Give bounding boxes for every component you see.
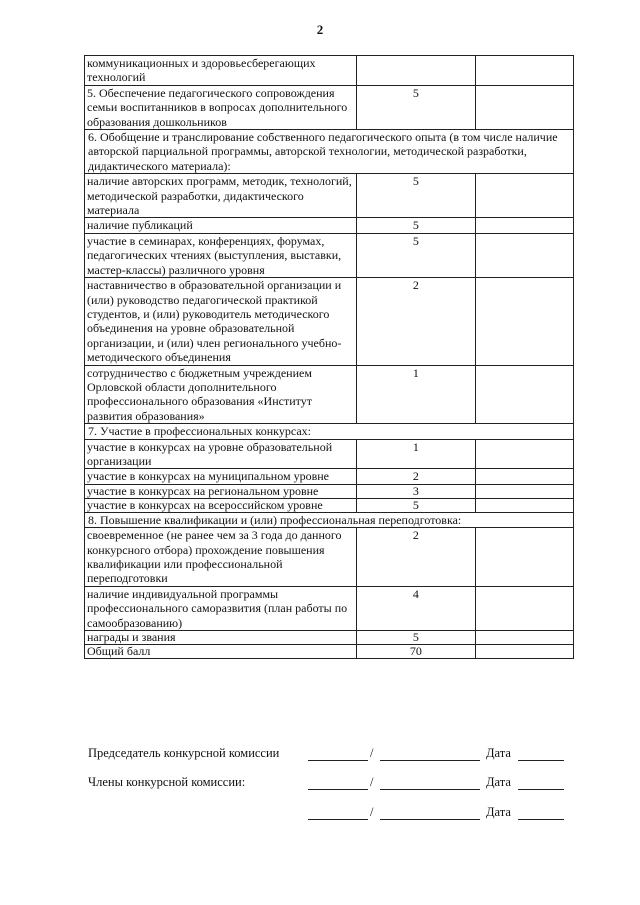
section-row xyxy=(85,424,574,439)
signature-slash: / xyxy=(370,746,374,760)
criteria-table xyxy=(84,55,574,659)
criterion-score: 1 xyxy=(357,439,475,469)
total-row xyxy=(85,645,574,659)
criterion-text: своевременное (не ранее чем за 3 года до данного конкурсного отбора) прохождение повышения квалификации или профессиональной переподготовки xyxy=(85,528,357,587)
table-row xyxy=(85,484,574,498)
criterion-result xyxy=(475,233,573,277)
table-row xyxy=(85,586,574,630)
criterion-score: 3 xyxy=(357,484,475,498)
criterion-result xyxy=(475,498,573,512)
criterion-text: участие в конкурсах на региональном уровне xyxy=(85,484,357,498)
criterion-result xyxy=(475,439,573,469)
criterion-text: сотрудничество с бюджетным учреждением Орловской области дополнительного профессионального образования «Институт развития образования» xyxy=(85,365,357,424)
date-field xyxy=(518,760,564,761)
date-label: Дата xyxy=(486,746,511,760)
table-row xyxy=(85,218,574,233)
criterion-result xyxy=(475,278,573,365)
date-field xyxy=(518,819,564,820)
criterion-result xyxy=(475,469,573,484)
criterion-result xyxy=(475,528,573,587)
criterion-score: 5 xyxy=(357,174,475,218)
criterion-result xyxy=(475,586,573,630)
date-label: Дата xyxy=(486,805,511,819)
section-heading: 6. Обобщение и транслирование собственного педагогического опыта (в том числе наличие авторской парциальной программы, авторской технологии, методической разработки, дидактического материала): xyxy=(85,130,574,174)
criterion-text: наставничество в образовательной организации и (или) руководство педагогической практикой студентов, и (или) руководитель методического объединения на уровне образовательной организации, и (или) член регионального учебно-методического объединения xyxy=(85,278,357,365)
criterion-result xyxy=(475,218,573,233)
criterion-score: 2 xyxy=(357,469,475,484)
criterion-result xyxy=(475,631,573,645)
name-field xyxy=(380,819,480,820)
criterion-text: 5. Обеспечение педагогического сопровождения семьи воспитанников в вопросах дополнительного образования дошкольников xyxy=(85,85,357,129)
criterion-score: 5 xyxy=(357,631,475,645)
criterion-score: 5 xyxy=(357,218,475,233)
table-row xyxy=(85,439,574,469)
criterion-text: наличие публикаций xyxy=(85,218,357,233)
criterion-text: участие в конкурсах на уровне образовательной организации xyxy=(85,439,357,469)
table-row xyxy=(85,528,574,587)
criterion-text: наличие индивидуальной программы профессионального саморазвития (план работы по самообразованию) xyxy=(85,586,357,630)
name-field xyxy=(380,789,480,790)
table-row xyxy=(85,233,574,277)
criterion-text: награды и звания xyxy=(85,631,357,645)
signature-label: Члены конкурсной комиссии: xyxy=(88,775,246,789)
table-row xyxy=(85,56,574,86)
criterion-score: 5 xyxy=(357,233,475,277)
criterion-score: 5 xyxy=(357,498,475,512)
criterion-result xyxy=(475,85,573,129)
name-field xyxy=(380,760,480,761)
criterion-text: участие в семинарах, конференциях, форумах, педагогических чтениях (выступления, выставки, мастер-классы) различного уровня xyxy=(85,233,357,277)
table-row xyxy=(85,469,574,484)
signature-field xyxy=(308,819,368,820)
criterion-text: участие в конкурсах на муниципальном уровне xyxy=(85,469,357,484)
section-row xyxy=(85,130,574,174)
total-result xyxy=(475,645,573,659)
criterion-score xyxy=(357,56,475,86)
criterion-result xyxy=(475,56,573,86)
criterion-text: участие в конкурсах на всероссийском уровне xyxy=(85,498,357,512)
criterion-result xyxy=(475,174,573,218)
signature-label: Председатель конкурсной комиссии xyxy=(88,746,280,760)
criterion-result xyxy=(475,484,573,498)
date-field xyxy=(518,789,564,790)
criterion-score: 4 xyxy=(357,586,475,630)
section-heading: 8. Повышение квалификации и (или) профессиональная переподготовка: xyxy=(85,512,574,527)
table-row xyxy=(85,498,574,512)
criterion-text: коммуникационных и здоровьесберегающих технологий xyxy=(85,56,357,86)
signature-field xyxy=(308,760,368,761)
criterion-score: 5 xyxy=(357,85,475,129)
section-heading: 7. Участие в профессиональных конкурсах: xyxy=(85,424,574,439)
criterion-text: наличие авторских программ, методик, технологий, методической разработки, дидактического материала xyxy=(85,174,357,218)
table-row xyxy=(85,174,574,218)
page-number: 2 xyxy=(316,22,324,37)
total-score: 70 xyxy=(357,645,475,659)
table-row xyxy=(85,85,574,129)
table-row xyxy=(85,365,574,424)
criterion-result xyxy=(475,365,573,424)
signature-slash: / xyxy=(370,805,374,819)
criterion-score: 1 xyxy=(357,365,475,424)
total-label: Общий балл xyxy=(85,645,357,659)
table-row xyxy=(85,631,574,645)
signature-slash: / xyxy=(370,775,374,789)
table-row xyxy=(85,278,574,365)
criterion-score: 2 xyxy=(357,278,475,365)
date-label: Дата xyxy=(486,775,511,789)
section-row xyxy=(85,512,574,527)
criterion-score: 2 xyxy=(357,528,475,587)
signature-field xyxy=(308,789,368,790)
